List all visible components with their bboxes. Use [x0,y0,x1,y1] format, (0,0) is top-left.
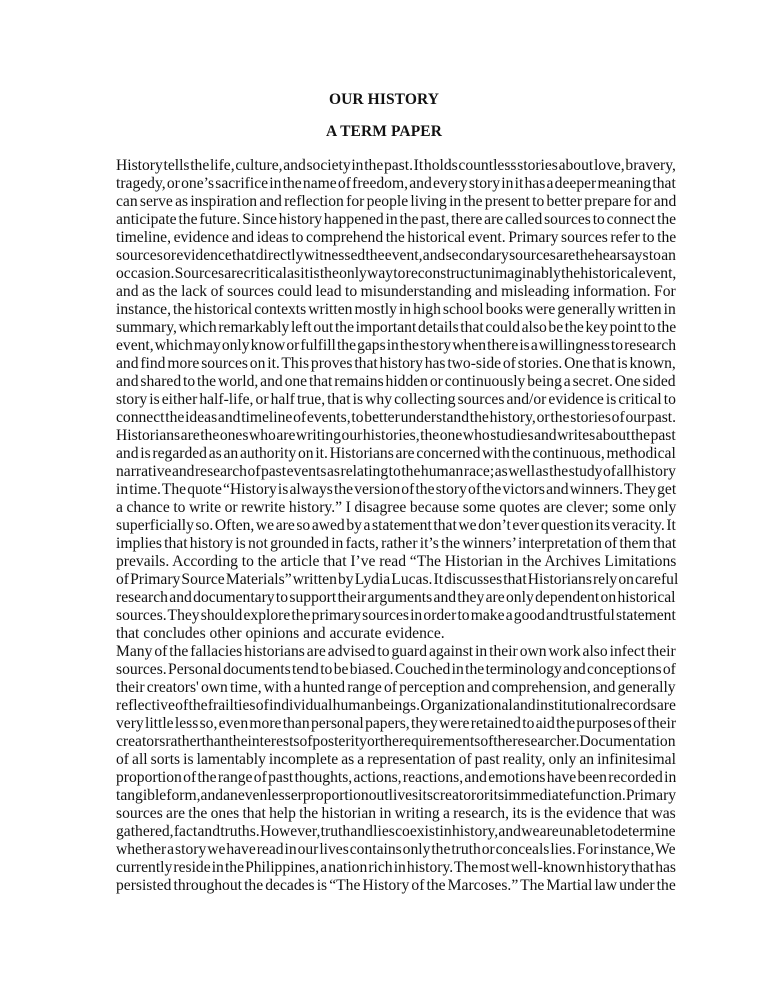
text-line: proportion of the range of past thoughts, actions, reactions, and emotions have been recorded in [116,769,677,786]
text-line: very little less so, even more than personal papers, they were retained to aid the purposes of their [116,715,677,732]
text-line: sources. They should explore the primary sources in order to make a good and trustful statement [116,607,676,624]
text-line: Historians are the ones who are writing our histories, the one who studies and writes about the past [116,427,676,444]
text-line: whether a story we have read in our lives contains only the truth or conceals lies. For instance, We [116,841,676,858]
document-subtitle: A TERM PAPER [325,123,443,140]
text-line: sources. Personal documents tend to be biased. Couched in the terminology and conceptions of [116,661,676,678]
text-line: story is either half-life, or half true, that is why collecting sources and/or evidence is critical to [116,391,676,408]
text-line: currently reside in the Philippines, a nation rich in history. The most well-known history that has [116,859,676,876]
paragraph-2 [116,643,676,895]
text-line: timeline, evidence and ideas to comprehend the historical event. Primary sources refer to the [116,229,677,246]
text-line: summary, which remarkably left out the important details that could also be the key point to the [116,319,677,336]
text-line: anticipate the future. Since history happened in the past, there are called sources to connect the [116,211,677,228]
text-line: prevails. According to the article that I’ve read “The Historian in the Archives Limitations [116,553,677,570]
text-line: occasion. Sources are critical as it is the only way to reconstruct unimaginably the historical event, [116,265,677,282]
text-line: connect the ideas and timeline of events, to better understand the history, or the stories of our past. [116,409,677,426]
text-line: narrative and research of past events as relating to the human race; as well as the study of all history [116,463,676,480]
text-line: gathered, fact and truths. However, truth and lies coexist in history, and we are unable to determine [116,823,676,840]
text-line: event, which may only know or fulfill the gaps in the story when there is a willingness to research [116,337,677,354]
paragraph-1 [116,157,679,643]
text-line: of all sorts is lamentably incomplete as a representation of past reality, only an infinitesimal [116,751,676,768]
text-line: and as the lack of sources could lead to misunderstanding and misleading information. For [116,283,676,300]
text-line: research and documentary to support their arguments and they are only dependent on historical [116,589,676,606]
text-line: instance, the historical contexts written mostly in high school books were generally written in [116,301,676,318]
text-line: that concludes other opinions and accurate evidence. [116,625,445,642]
text-line: of Primary Source Materials” written by Lydia Lucas. It discusses that Historians rely on careful [116,571,679,588]
text-line: in time. The quote “History is always the version of the story of the victors and winners. They get [116,481,677,498]
text-line: their creators' own time, with a hunted range of perception and comprehension, and generally [116,679,676,696]
text-line: and find more sources on it. This proves that history has two-side of stories. One that is known, [116,355,676,372]
text-line: sources are the ones that help the historian in writing a research, its is the evidence that was [116,805,676,822]
text-line: History tells the life, culture, and society in the past. It holds countless stories about love, bravery, [116,157,676,174]
text-line: tragedy, or one’s sacrifice in the name of freedom, and every story in it has a deeper meaning that [116,175,676,192]
text-line: sources or evidence that directly witnessed the event, and secondary sources are the hearsays to an [116,247,676,264]
text-line: reflective of the frailties of individual human beings. Organizational and institutional records are [116,697,676,714]
text-line: Many of the fallacies historians are advised to guard against in their own work also infect their [116,643,676,660]
document-title: OUR HISTORY [328,91,440,108]
text-line: persisted throughout the decades is “The History of the Marcoses.” The Martial law under the [116,877,676,894]
text-line: and shared to the world, and one that remains hidden or continuously being a secret. One sided [116,373,676,390]
text-line: implies that history is not grounded in facts, rather it’s the winners’ interpretation of them that [116,535,677,552]
text-line: creators rather than the interests of posterity or the requirements of the researcher. Documentation [116,733,676,750]
text-line: can serve as inspiration and reflection for people living in the present to better prepare for and [116,193,677,210]
text-line: tangible form, and an even lesser proportion outlives its creator or its immediate function. Primary [116,787,677,804]
text-line: a chance to write or rewrite history.” I disagree because some quotes are clever; some only [116,499,677,516]
text-line: and is regarded as an authority on it. Historians are concerned with the continuous, methodical [116,445,676,462]
text-line: superficially so. Often, we are so awed by a statement that we don’t ever question its veracity. It [116,517,676,534]
